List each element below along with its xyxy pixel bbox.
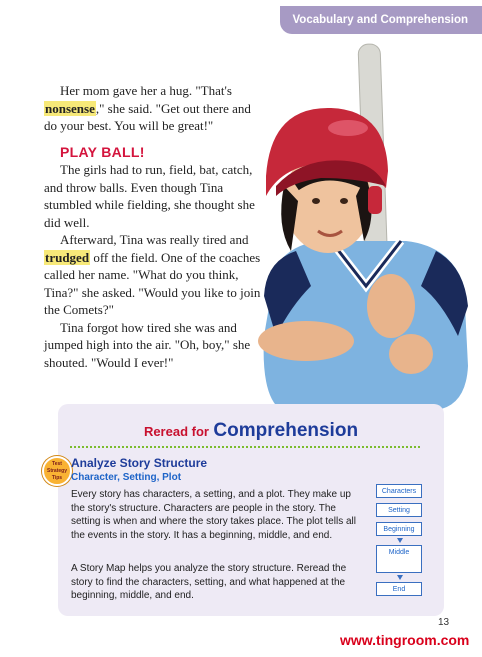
story-paragraph: Tina forgot how tired she was and jumped high into the air. "Oh, boy," she shouted. "Would I ever!" [44, 319, 251, 370]
down-arrow-icon [397, 538, 403, 543]
map-characters-box: Characters [376, 484, 422, 498]
story-text-span: off the field. One of the coaches called her name. "What do you think, Tina?" she asked. "Would you like to join the Comets?" [44, 249, 261, 317]
section-heading: PLAY BALL! [60, 143, 145, 160]
comprehension-label: Comprehension [213, 420, 359, 441]
watermark-url: www.tingroom.com [340, 632, 470, 648]
story-paragraph [44, 231, 262, 319]
test-strategy-badge-icon [42, 456, 72, 486]
story-text [44, 82, 262, 371]
story-map [376, 484, 424, 601]
badge-text: Test Strategy Tips [46, 460, 67, 481]
map-middle-label: Middle [388, 549, 410, 556]
map-beginning-box: Beginning [376, 522, 422, 536]
comprehension-panel [46, 404, 444, 616]
girl-batter-photo [236, 36, 482, 410]
skill-subtitle: Character, Setting, Plot [71, 472, 182, 483]
story-paragraph: The girls had to run, field, bat, catch, and throw balls. Even though Tina stumbled while fielding, she thought she did well. [44, 162, 255, 230]
reread-title [58, 420, 444, 442]
map-middle-box [376, 545, 422, 573]
story-text-span: ," she said. "Get out there and do your best. You will be great!" [44, 100, 251, 133]
dotted-divider [70, 446, 420, 448]
vocab-word-nonsense: nonsense [45, 100, 95, 116]
down-arrow-icon [397, 575, 403, 580]
story-text-span: Afterward, Tina was really tired and [60, 232, 249, 247]
story-paragraph [44, 82, 262, 135]
reread-label: Reread for [143, 424, 209, 439]
page-number: 13 [438, 617, 450, 628]
skill-title: Analyze Story Structure [71, 456, 208, 470]
map-setting-box: Setting [376, 503, 422, 517]
map-end-box: End [376, 582, 422, 596]
section-tab: Vocabulary and Comprehension [280, 6, 482, 34]
story-text-span: Her mom gave her a hug. "That's [60, 83, 232, 98]
skill-paragraph-1: Every story has characters, a setting, and a plot. They make up the story's structure. Characters are people in the story. The setting is when and where the story takes place. The plot tells all the events in the story. It has a beginning, middle, and end. [71, 489, 356, 541]
vocab-word-trudged: trudged [45, 249, 90, 265]
skill-paragraph-2: A Story Map helps you analyze the story structure. Reread the story to find the characters, setting, and what happened at the beginning, middle, and end. [71, 563, 347, 601]
